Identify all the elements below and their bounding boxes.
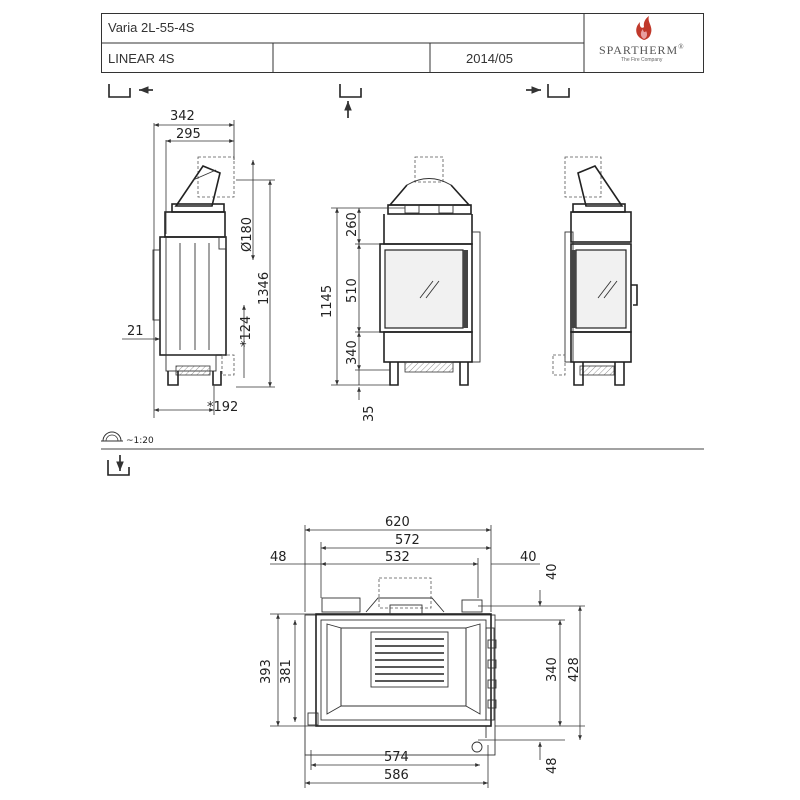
- dim-depth-body: 295: [176, 127, 201, 142]
- dim-bottom-offset: 48: [545, 757, 560, 774]
- drawing-date: 2014/05: [466, 51, 513, 66]
- model-name: Varia 2L-55-4S: [108, 20, 195, 35]
- dim-height-total-side: 1346: [257, 271, 272, 305]
- logo-text: SPARTHERM: [599, 43, 679, 57]
- dim-depth-total: 342: [170, 109, 195, 124]
- dim-depth-right-inner: 340: [545, 657, 560, 682]
- logo-registered: ®: [678, 43, 685, 51]
- series-name: LINEAR 4S: [108, 51, 175, 66]
- view-top-icon: [108, 455, 129, 475]
- plan-view: [270, 525, 585, 788]
- dim-left-offset: 48: [270, 550, 287, 565]
- dim-depth-inner: 381: [279, 659, 294, 684]
- dim-top-section: 260: [345, 212, 360, 237]
- dim-front-offset: 21: [127, 324, 144, 339]
- dim-height-total-front: 1145: [320, 284, 335, 318]
- dim-air-inlet-height: *124: [239, 315, 254, 347]
- dim-right-offset: 40: [520, 550, 537, 565]
- view-front-icon: [340, 84, 361, 118]
- dim-width-front-inner: 574: [384, 750, 409, 765]
- scale-icon: [101, 432, 123, 441]
- dim-depth-outer: 393: [259, 659, 274, 684]
- dim-leg-height: 35: [362, 405, 377, 422]
- side-view: [122, 120, 275, 418]
- dim-width-front-outer: 586: [384, 768, 409, 783]
- dim-base-section: 340: [345, 340, 360, 365]
- dim-width-outer: 620: [385, 515, 410, 530]
- logo-subtitle: The Fire Company: [621, 57, 663, 63]
- scale-label: ~1:20: [126, 436, 154, 446]
- dim-flue-diameter: Ø180: [240, 216, 255, 252]
- dim-glass-height: 510: [345, 278, 360, 303]
- view-left-icon: [109, 84, 153, 97]
- dim-top-offset: 40: [545, 563, 560, 580]
- dim-width-inner: 532: [385, 550, 410, 565]
- view-right-icon: [526, 84, 569, 97]
- dim-depth-right-outer: 428: [567, 657, 582, 682]
- dim-air-inlet-offset: *192: [207, 400, 239, 415]
- dim-width-body: 572: [395, 533, 420, 548]
- right-side-view: [553, 157, 637, 385]
